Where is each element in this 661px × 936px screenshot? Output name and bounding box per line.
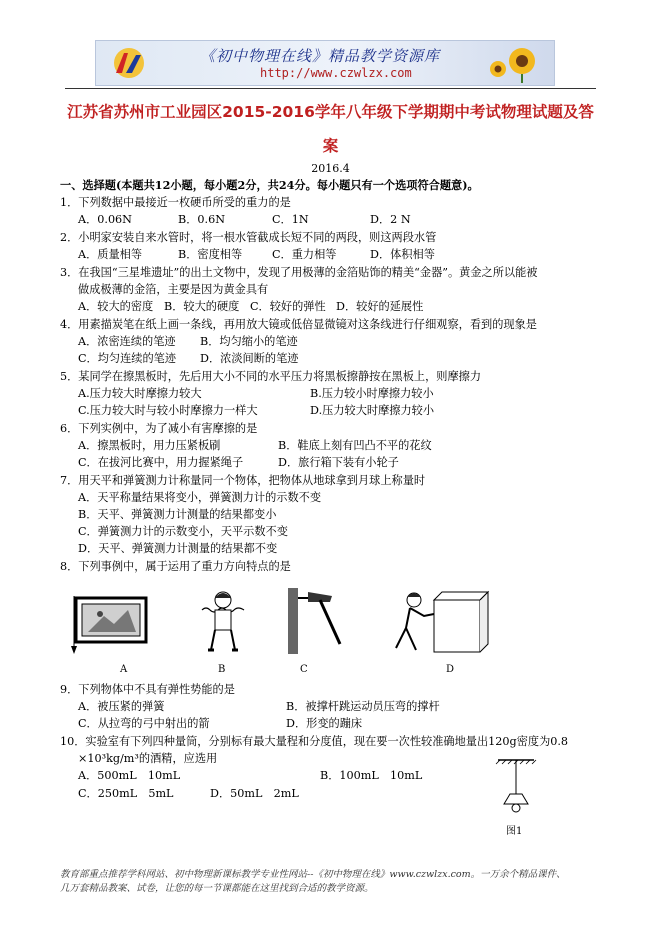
question-5-stem: 5．某同学在擦黑板时，先后用大小不同的水平压力将黑板擦静按在黑板上，则摩擦力: [60, 370, 482, 383]
site-logo-icon: [110, 47, 148, 79]
q10-option-d: D．50mL 2mL: [210, 787, 299, 800]
q9-option-b: B．被撑杆跳运动员压弯的撑杆: [286, 700, 440, 713]
q7-option-b: B．天平、弹簧测力计测量的结果都变小: [78, 508, 277, 521]
q3-option-a: A．较大的密度: [78, 300, 154, 313]
q7-option-d: D．天平、弹簧测力计测量的结果都不变: [78, 542, 278, 555]
figure-a-label: A: [120, 664, 128, 675]
q5-option-b: B.压力较小时摩擦力较小: [310, 387, 434, 400]
q6-option-c: C．在拔河比赛中，用力握紧绳子: [78, 456, 244, 469]
figure-d-push-box: [384, 588, 492, 656]
question-6-stem: 6．下列实例中，为了减小有害摩擦的是: [60, 422, 258, 435]
page-title: 江苏省苏州市工业园区2015-2016学年八年级下学期期中考试物理试题及答案: [67, 103, 594, 155]
q2-option-d: D．体积相等: [370, 248, 435, 261]
q4-option-c: C．均匀连续的笔迹: [78, 352, 177, 365]
q3-option-b: B．较大的硬度: [164, 300, 240, 313]
question-8-stem: 8．下列事例中，属于运用了重力方向特点的是: [60, 560, 291, 573]
question-3-stem: 3．在我国“三星堆遗址”的出土文物中，发现了用极薄的金箔贴饰的精美“金器”。黄金之所以能被: [60, 266, 538, 279]
q7-option-a: A．天平称量结果将变小，弹簧测力计的示数不变: [78, 491, 322, 504]
q4-option-b: B．均匀缩小的笔迹: [200, 335, 298, 348]
footer-line-1: 教育部重点推荐学科网站、初中物理新课标教学专业性网站--《初中物理在线》www.czwlzx.com。一万余个精品课件、: [60, 869, 566, 880]
figure-c-hammer-wall: [282, 588, 352, 656]
q6-option-d: D．旅行箱下装有小轮子: [278, 456, 399, 469]
question-10-stem: 10．实验室有下列四种量筒，分别标有最大量程和分度值，现在要一次性较准确地量出120g密度为0.8: [60, 735, 569, 748]
header-banner: [95, 40, 555, 86]
q9-option-a: A．被压紧的弹簧: [78, 700, 165, 713]
question-3-stem-cont: 做成极薄的金箔，主要是因为黄金具有: [78, 283, 269, 296]
q9-option-c: C．从拉弯的弓中射出的箭: [78, 717, 210, 730]
q6-option-b: B．鞋底上刻有凹凸不平的花纹: [278, 439, 432, 452]
figure-d-label: D: [446, 664, 455, 675]
figure-1-hanging-lamp: [494, 758, 538, 820]
q6-option-a: A．擦黑板时，用力压紧板刷: [78, 439, 221, 452]
q1-option-b: B．0.6N: [178, 213, 225, 226]
figure-a-plumb-line-frame: [68, 594, 150, 656]
q2-option-b: B．密度相等: [178, 248, 243, 261]
figure-b-spring-pull: [198, 588, 248, 656]
question-1-stem: 1．下列数据中最接近一枚硬币所受的重力的是: [60, 196, 291, 209]
exam-date: 2016.4: [311, 162, 350, 175]
q10-option-a: A．500mL 10mL: [78, 769, 181, 782]
q5-option-d: D.压力较大时摩擦力较小: [310, 404, 435, 417]
q7-option-c: C．弹簧测力计的示数变小，天平示数不变: [78, 525, 288, 538]
figure-c-label: C: [300, 664, 308, 675]
q2-option-c: C．重力相等: [272, 248, 337, 261]
banner-url[interactable]: http://www.czwlzx.com: [260, 66, 412, 80]
sunflower-icon: [484, 43, 548, 83]
page-footer: [60, 868, 566, 896]
figure-b-label: B: [218, 664, 226, 675]
footer-line-2: 几万套精品教案、试卷，让您的每一节课都能在这里找到合适的教学资源。: [60, 883, 374, 894]
q10-option-b: B．100mL 10mL: [320, 769, 423, 782]
q10-option-c: C．250mL 5mL: [78, 787, 174, 800]
q5-option-c: C.压力较大时与较小时摩擦力一样大: [78, 404, 258, 417]
q1-option-d: D．2 N: [370, 213, 411, 226]
q5-option-a: A.压力较大时摩擦力较大: [78, 387, 202, 400]
q3-option-d: D．较好的延展性: [336, 300, 424, 313]
q3-option-c: C．较好的弹性: [250, 300, 326, 313]
question-4-stem: 4．用素描炭笔在纸上画一条线，再用放大镜或低倍显微镜对这条线进行仔细观察，看到的现象是: [60, 318, 537, 331]
figure-1-label: 图1: [506, 826, 523, 837]
q4-option-d: D．浓淡间断的笔迹: [200, 352, 299, 365]
question-9-stem: 9．下列物体中不具有弹性势能的是: [60, 683, 235, 696]
q1-option-a: A．0.06N: [78, 213, 132, 226]
q1-option-c: C．1N: [272, 213, 309, 226]
banner-title: 《初中物理在线》精品教学资源库: [200, 47, 441, 65]
section-heading: 一、选择题(本题共12小题，每小题2分，共24分。每小题只有一个选项符合题意)。: [60, 178, 479, 192]
q4-option-a: A．浓密连续的笔迹: [78, 335, 176, 348]
question-2-stem: 2．小明家安装自来水管时，将一根水管截成长短不同的两段，则这两段水管: [60, 231, 437, 244]
header-divider: [65, 88, 596, 89]
question-7-stem: 7．用天平和弹簧测力计称量同一个物体，把物体从地球拿到月球上称量时: [60, 474, 426, 487]
q2-option-a: A．质量相等: [78, 248, 143, 261]
q9-option-d: D．形变的蹦床: [286, 717, 363, 730]
question-10-stem-cont: ×10³kg/m³的酒精，应选用: [78, 752, 218, 765]
